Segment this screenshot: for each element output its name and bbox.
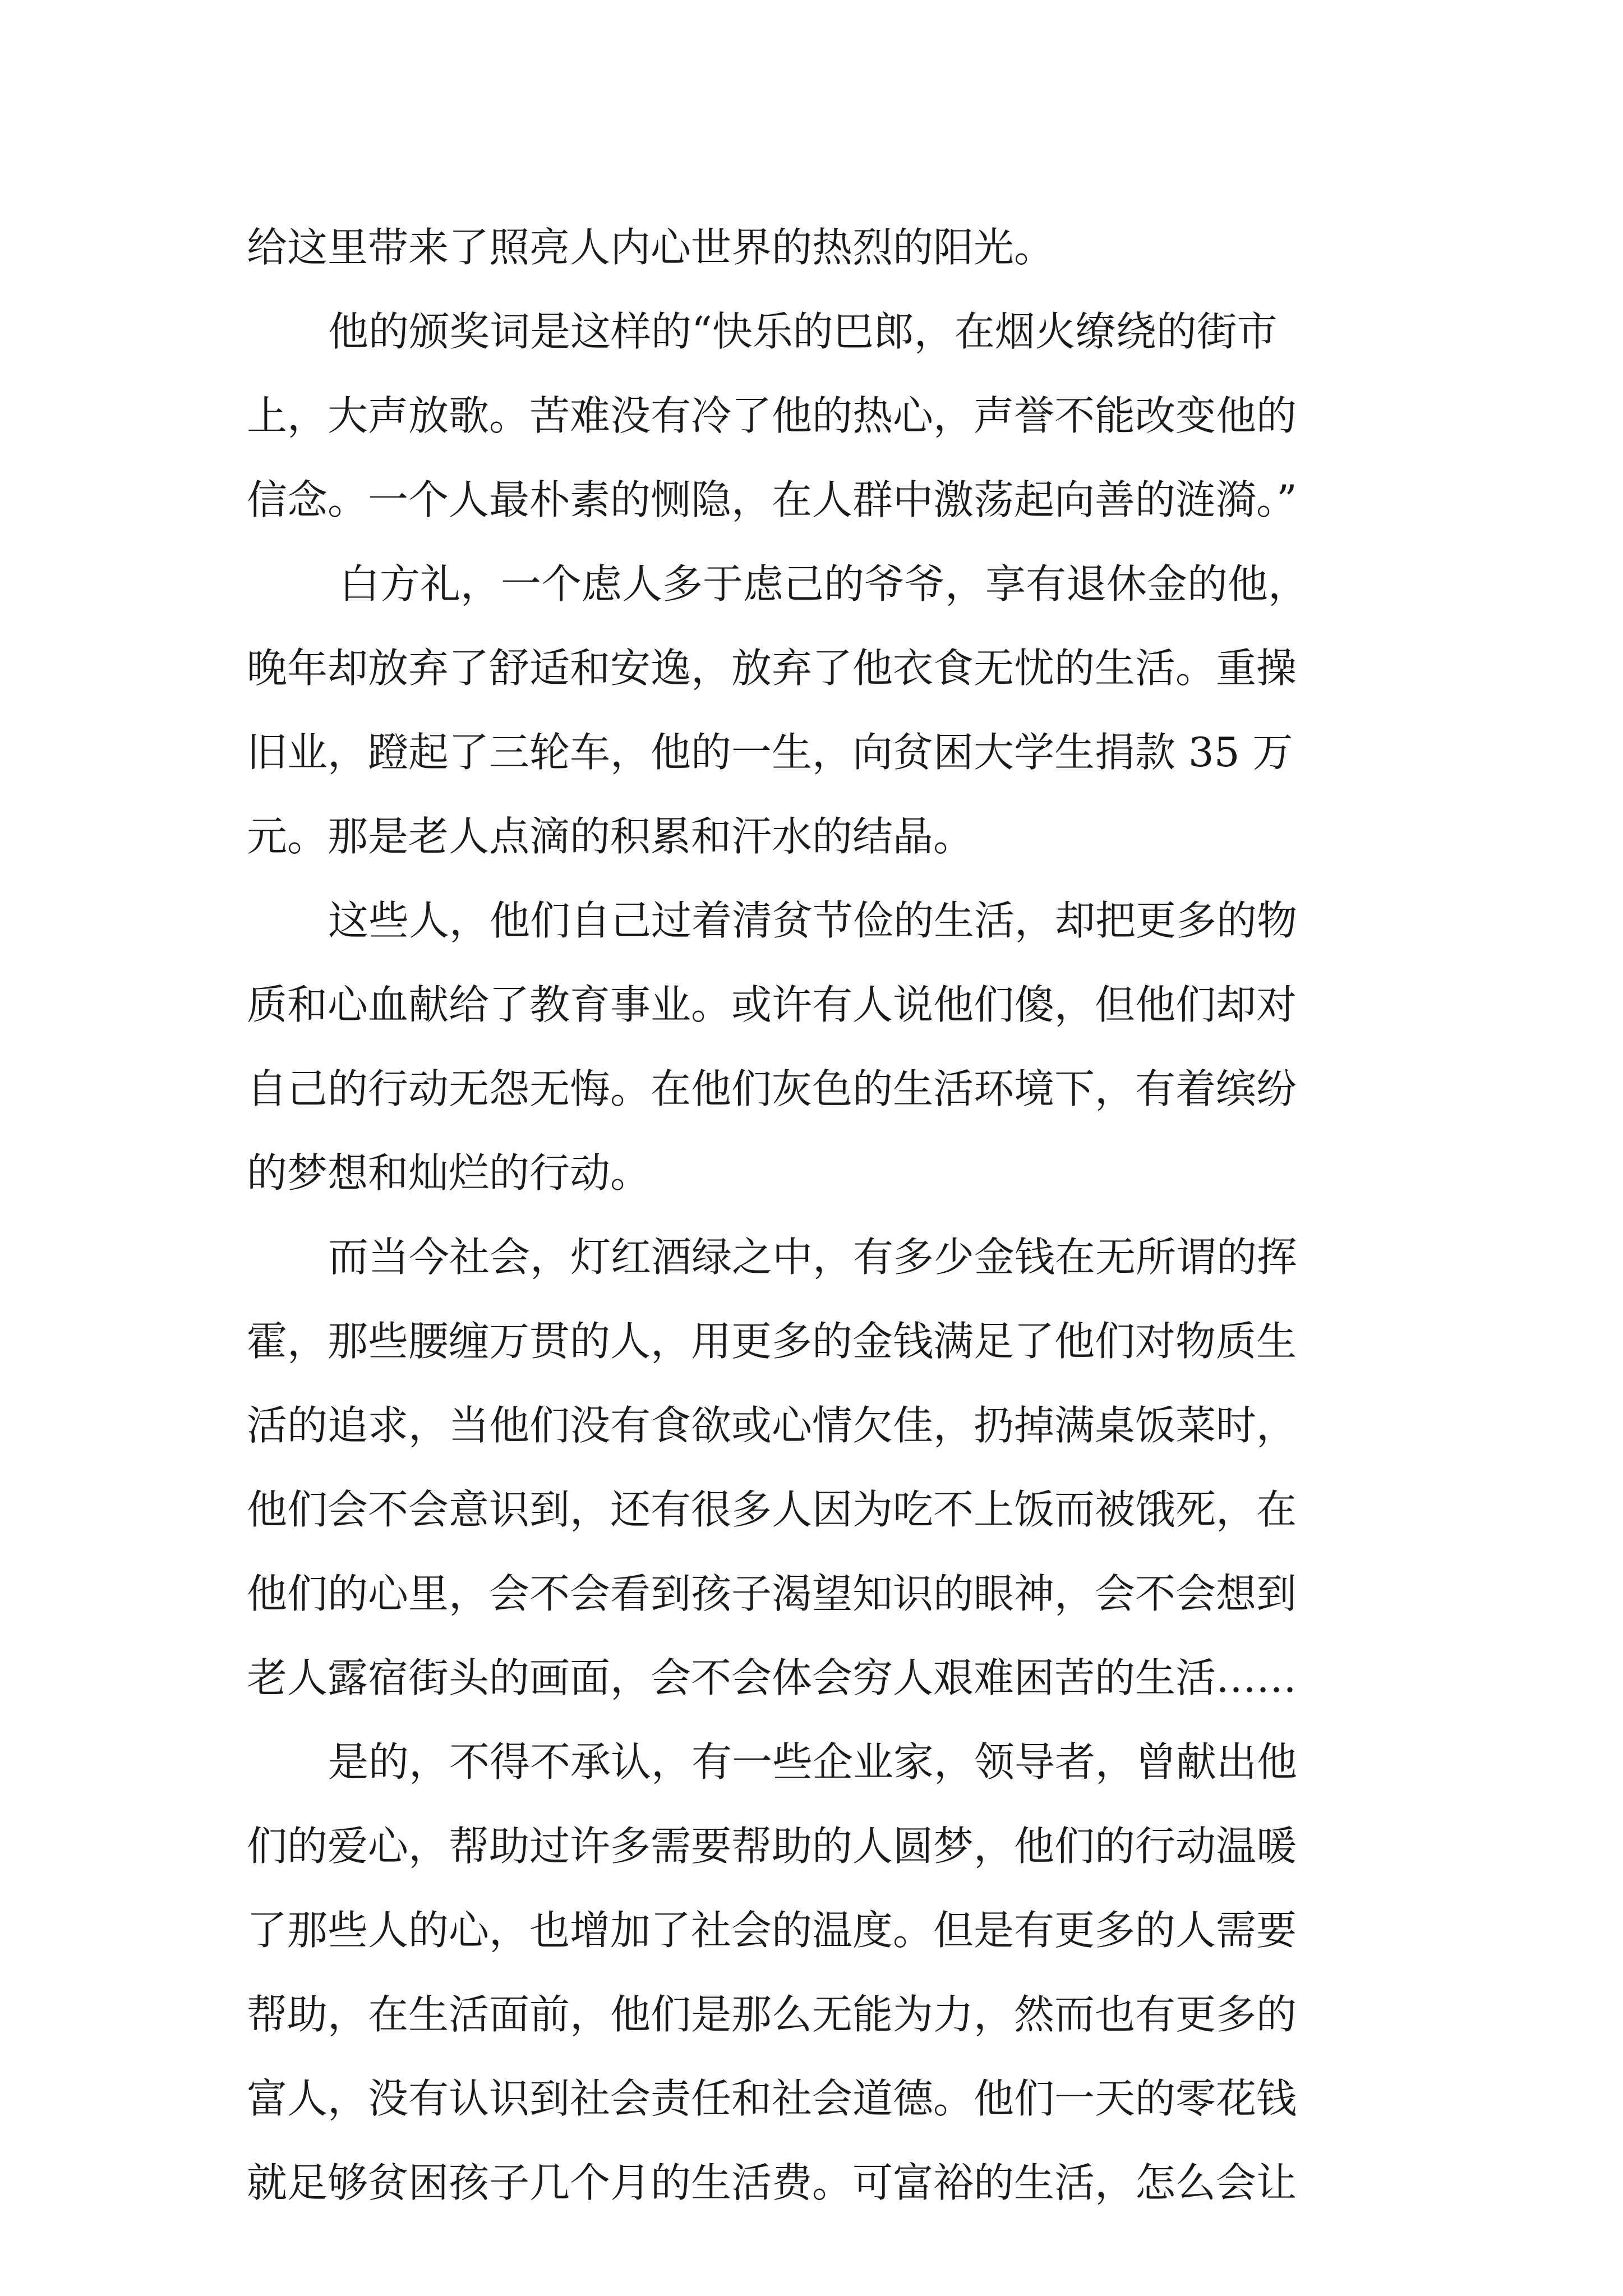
text-line: 他们的心里，会不会看到孩子渴望知识的眼神，会不会想到 — [247, 1570, 1297, 1617]
text-line: 的梦想和灿烂的行动。 — [247, 1149, 651, 1197]
text-line: 自己的行动无怨无悔。在他们灰色的生活环境下，有着缤纷 — [247, 1065, 1297, 1112]
text-line: 晚年却放弃了舒适和安逸，放弃了他衣食无忧的生活。重操 — [247, 645, 1297, 692]
body-text — [247, 205, 1391, 2225]
text-line: 们的爱心，帮助过许多需要帮助的人圆梦，他们的行动温暖 — [247, 1823, 1297, 1870]
paragraph-first-line: 白方礼，一个虑人多于虑己的爷爷，享有退休金的他， — [339, 560, 1309, 608]
paragraph-first-line: 这些人，他们自己过着清贫节俭的生活，却把更多的物 — [328, 897, 1298, 944]
text-line: 上，大声放歌。苦难没有冷了他的热心，声誉不能改变他的 — [247, 392, 1297, 439]
text-line: 就足够贫困孩子几个月的生活费。可富裕的生活，怎么会让 — [247, 2159, 1297, 2206]
text-line: 他们会不会意识到，还有很多人因为吃不上饭而被饿死，在 — [247, 1486, 1297, 1533]
text-line: 帮助，在生活面前，他们是那么无能为力，然而也有更多的 — [247, 1991, 1297, 2038]
paragraph-first-line: 是的，不得不承认，有一些企业家，领导者，曾献出他 — [328, 1738, 1298, 1786]
text-line: 给这里带来了照亮人内心世界的热烈的阳光。 — [247, 224, 1055, 271]
text-line: 旧业，蹬起了三轮车，他的一生，向贫困大学生捐款 35 万 — [247, 729, 1293, 776]
text-line: 活的追求，当他们没有食欲或心情欠佳，扔掉满桌饭菜时， — [247, 1402, 1297, 1449]
paragraph-first-line: 而当今社会，灯红酒绿之中，有多少金钱在无所谓的挥 — [328, 1234, 1298, 1281]
text-line: 质和心血献给了教育事业。或许有人说他们傻，但他们却对 — [247, 981, 1297, 1028]
text-line: 老人露宿街头的画面，会不会体会穷人艰难困苦的生活…… — [247, 1654, 1297, 1701]
text-line: 霍，那些腰缠万贯的人，用更多的金钱满足了他们对物质生 — [247, 1318, 1297, 1365]
text-line: 元。那是老人点滴的积累和汗水的结晶。 — [247, 813, 974, 860]
text-line: 信念。一个人最朴素的恻隐，在人群中激荡起向善的涟漪。” — [247, 476, 1297, 523]
paragraph-first-line: 他的颁奖词是这样的“快乐的巴郎，在烟火缭绕的街市 — [328, 308, 1278, 355]
text-line: 了那些人的心，也增加了社会的温度。但是有更多的人需要 — [247, 1907, 1297, 1954]
text-line: 富人，没有认识到社会责任和社会道德。他们一天的零花钱 — [247, 2075, 1297, 2122]
